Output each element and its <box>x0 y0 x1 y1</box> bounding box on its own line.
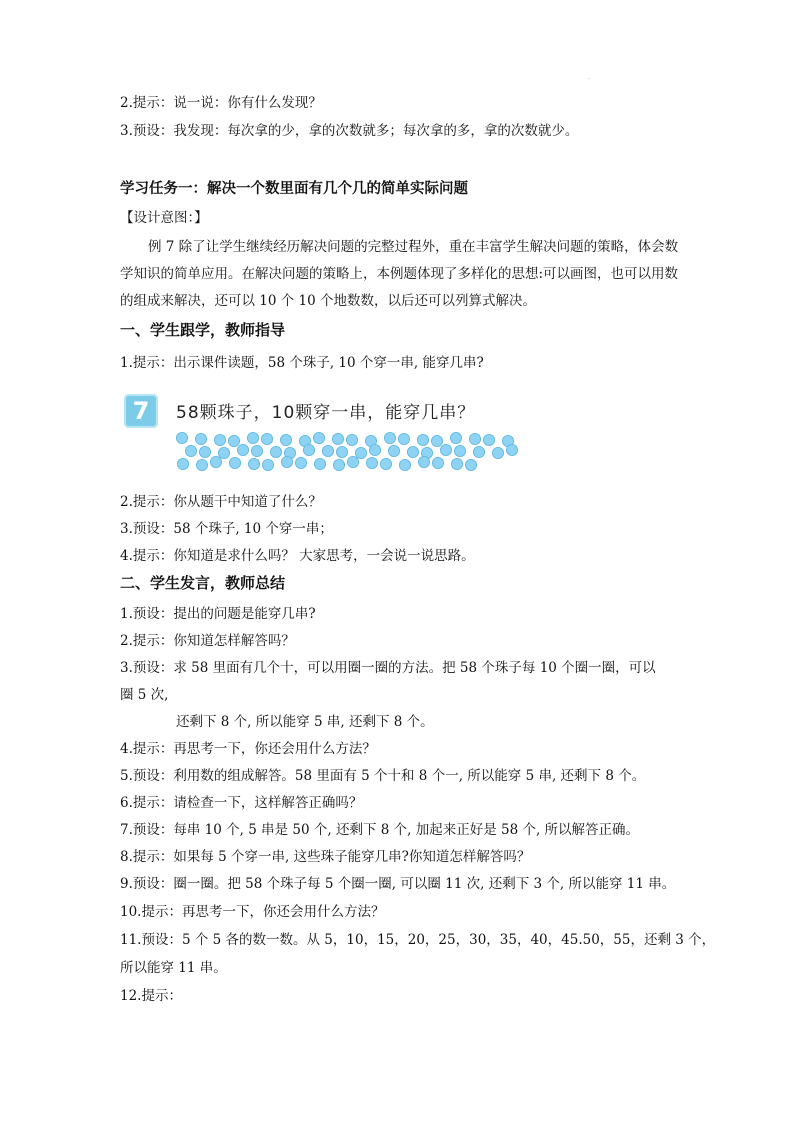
bead <box>417 434 428 445</box>
section2-line: 8.提示：如果每 5 个穿一串, 这些珠子能穿几串?你知道怎样解答吗？ <box>120 849 531 865</box>
bead <box>251 445 262 456</box>
bead <box>506 444 517 455</box>
section1-line-2: 2.提示：你从题干中知道了什么？ <box>120 494 322 510</box>
example-7-figure <box>124 390 544 480</box>
bead <box>440 444 451 455</box>
bead <box>469 433 480 444</box>
bead <box>303 444 314 455</box>
hint-line: 2.提示：说一说：你有什么发现？ <box>120 95 322 111</box>
section1-heading: 一、学生跟学，教师指导 <box>120 321 286 339</box>
bead <box>176 432 187 443</box>
bead <box>262 459 273 470</box>
task-heading: 学习任务一：解决一个数里面有几个几的简单实际问题 <box>120 181 468 197</box>
bead <box>214 434 225 445</box>
bead <box>247 432 258 443</box>
bead <box>418 456 429 467</box>
section2-line: 9.预设：圈一圈。把 58 个珠子每 5 个圈一圈, 可以圈 11 次, 还剩下 3 个, 所以能穿 11 串。 <box>120 876 676 892</box>
top-mark: . <box>588 74 590 81</box>
section2-line: 10.提示：再思考一下，你还会用什么方法？ <box>120 904 385 920</box>
bead <box>388 445 399 456</box>
bead <box>450 432 461 443</box>
bead <box>366 457 377 468</box>
bead <box>322 445 333 456</box>
bead <box>295 457 306 468</box>
bead <box>281 456 292 467</box>
example-number-badge <box>124 394 158 428</box>
section2-line: 12.提示： <box>120 988 182 1004</box>
preset-line: 3.预设：我发现：每次拿的少，拿的次数就多；每次拿的多，拿的次数就少。 <box>120 123 579 139</box>
bead <box>333 459 344 470</box>
bead <box>336 446 347 457</box>
bead <box>432 457 443 468</box>
section2-line: 3.预设：求 58 里面有几个十，可以用圈一圈的方法。把 58 个珠子每 10 个圈一圈，可以 <box>120 660 656 676</box>
bead <box>451 458 462 469</box>
section2-heading: 二、学生发言，教师总结 <box>120 574 286 592</box>
section2-line: 还剩下 8 个, 所以能穿 5 串, 还剩下 8 个。 <box>176 714 434 730</box>
bead <box>237 444 248 455</box>
bead <box>195 433 206 444</box>
section2-line: 4.提示：再思考一下，你还会用什么方法？ <box>120 741 376 757</box>
bead <box>492 447 503 458</box>
section1-line-4: 4.提示：你知道是求什么吗？ 大家思考，一会说一说思路。 <box>120 548 475 564</box>
bead <box>210 456 221 467</box>
bead <box>280 434 291 445</box>
section1-line-1: 1.提示：出示课件读题，58 个珠子, 10 个穿一串, 能穿几串? <box>120 355 484 371</box>
bead <box>248 458 259 469</box>
bead <box>177 458 188 469</box>
bead <box>332 433 343 444</box>
bead <box>369 444 380 455</box>
section2-line: 7.预设：每串 10 个, 5 串是 50 个, 还剩下 8 个, 加起来正好是 58 个, 所以解答正确。 <box>120 822 640 838</box>
bead <box>261 433 272 444</box>
bead <box>218 447 229 458</box>
bead <box>465 459 476 470</box>
bead <box>399 459 410 470</box>
example-number: 7 <box>132 397 150 425</box>
design-intent-paragraph: 例 7 除了让学生继续经历解决问题的完整过程外，重在丰富学生解决问题的策略，体会数学知识的简单应用。在解决问题的策略上，本例题体现了多样化的思想:可以画图，也可以用数的组成来解决，还可以 10 个 10 个地数数，以后还可以列算式解决。 <box>120 239 679 309</box>
section2-line: 2.提示：你知道怎样解答吗？ <box>120 633 295 649</box>
bead <box>346 434 357 445</box>
bead <box>196 459 207 470</box>
bead <box>355 447 366 458</box>
section1-line-3: 3.预设：58 个珠子, 10 个穿一串； <box>120 521 333 537</box>
bead <box>313 432 324 443</box>
beads-illustration <box>174 426 534 476</box>
section2-line: 5.预设：利用数的组成解答。58 里面有 5 个十和 8 个一, 所以能穿 5 串, 还剩下 8 个。 <box>120 768 646 784</box>
section2-line: 圈 5 次, <box>120 687 169 703</box>
section2-line: 1.预设：提出的问题是能穿几串? <box>120 606 316 622</box>
example-question: 58颗珠子，10颗穿一串，能穿几串？ <box>176 403 476 423</box>
section2-line: 所以能穿 11 串。 <box>120 960 227 976</box>
bead <box>347 456 358 467</box>
bead <box>199 446 210 457</box>
bead <box>407 446 418 457</box>
bead <box>314 458 325 469</box>
bead <box>384 432 395 443</box>
bead <box>270 446 281 457</box>
bead <box>398 433 409 444</box>
bead <box>185 445 196 456</box>
bead <box>431 435 442 446</box>
section2-line: 6.提示：请检查一下，这样解答正确吗？ <box>120 795 363 811</box>
bead <box>454 445 465 456</box>
bead <box>229 457 240 468</box>
bead <box>483 434 494 445</box>
section2-line: 11.预设：5 个 5 各的数一数。从 5，10，15，20，25，30，35，40，45.50，55，还剩 3 个， <box>120 932 716 948</box>
bead <box>380 458 391 469</box>
bead <box>473 446 484 457</box>
design-intent-label: 【设计意图：】 <box>120 210 208 226</box>
bead <box>228 435 239 446</box>
